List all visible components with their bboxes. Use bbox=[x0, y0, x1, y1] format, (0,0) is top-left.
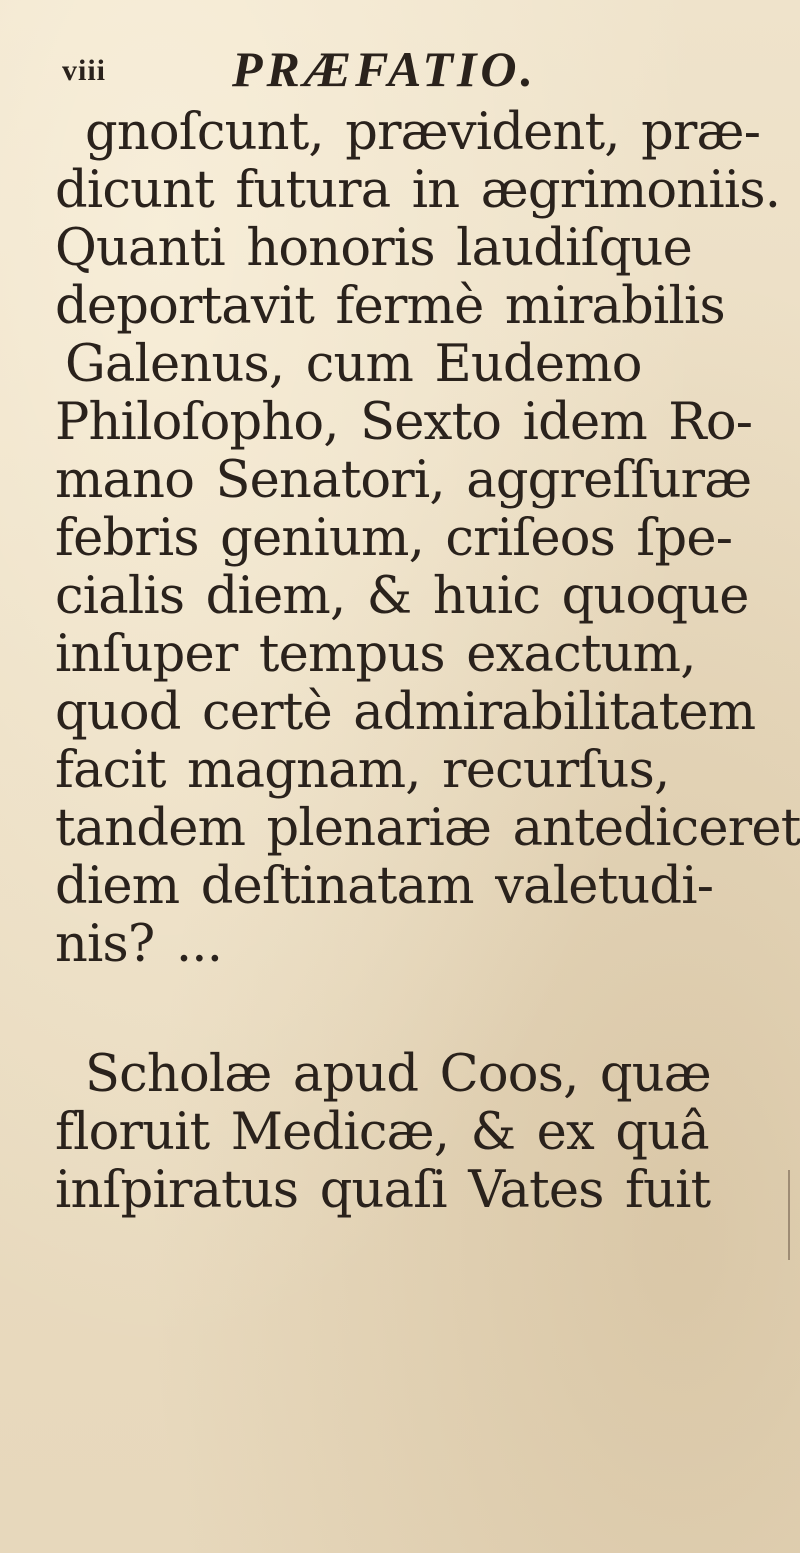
text-line: cialis diem, & huic quoque bbox=[55, 567, 749, 626]
text-line: mano Senatori, aggreſſuræ bbox=[55, 451, 752, 510]
body-text bbox=[55, 103, 800, 1220]
text-line: inſpiratus quaſi Vates fuit bbox=[55, 1161, 711, 1220]
text-line: dicunt futura in ægrimoniis. bbox=[55, 161, 781, 220]
text-line: inſuper tempus exactum, bbox=[55, 625, 696, 684]
page-number: viii bbox=[62, 54, 107, 87]
text-line: deportavit fermè mirabilis bbox=[55, 277, 725, 336]
text-line: febris genium, criſeos ſpe- bbox=[55, 509, 733, 568]
running-title: PRÆFATIO. bbox=[232, 41, 538, 97]
page-header bbox=[62, 34, 702, 97]
text-line: gnoſcunt, prævident, præ- bbox=[85, 103, 761, 162]
text-line: Galenus, cum Eudemo bbox=[65, 335, 642, 394]
text-line: Scholæ apud Coos, quæ bbox=[85, 1045, 711, 1104]
text-line: facit magnam, recurſus, bbox=[55, 741, 670, 800]
text-line: diem deſtinatam valetudi- bbox=[55, 857, 714, 916]
text-line: Philoſopho, Sexto idem Ro- bbox=[55, 393, 753, 452]
text-line: quod certè admirabilitatem bbox=[55, 683, 756, 742]
text-line: tandem plenariæ antediceret bbox=[55, 799, 800, 858]
text-line: floruit Medicæ, & ex quâ bbox=[55, 1103, 709, 1162]
text-line: nis? ... bbox=[55, 915, 223, 974]
page-edge-shadow bbox=[788, 1170, 790, 1260]
paragraph-gap bbox=[55, 974, 775, 1046]
text-line: Quanti honoris laudiſque bbox=[55, 219, 692, 278]
